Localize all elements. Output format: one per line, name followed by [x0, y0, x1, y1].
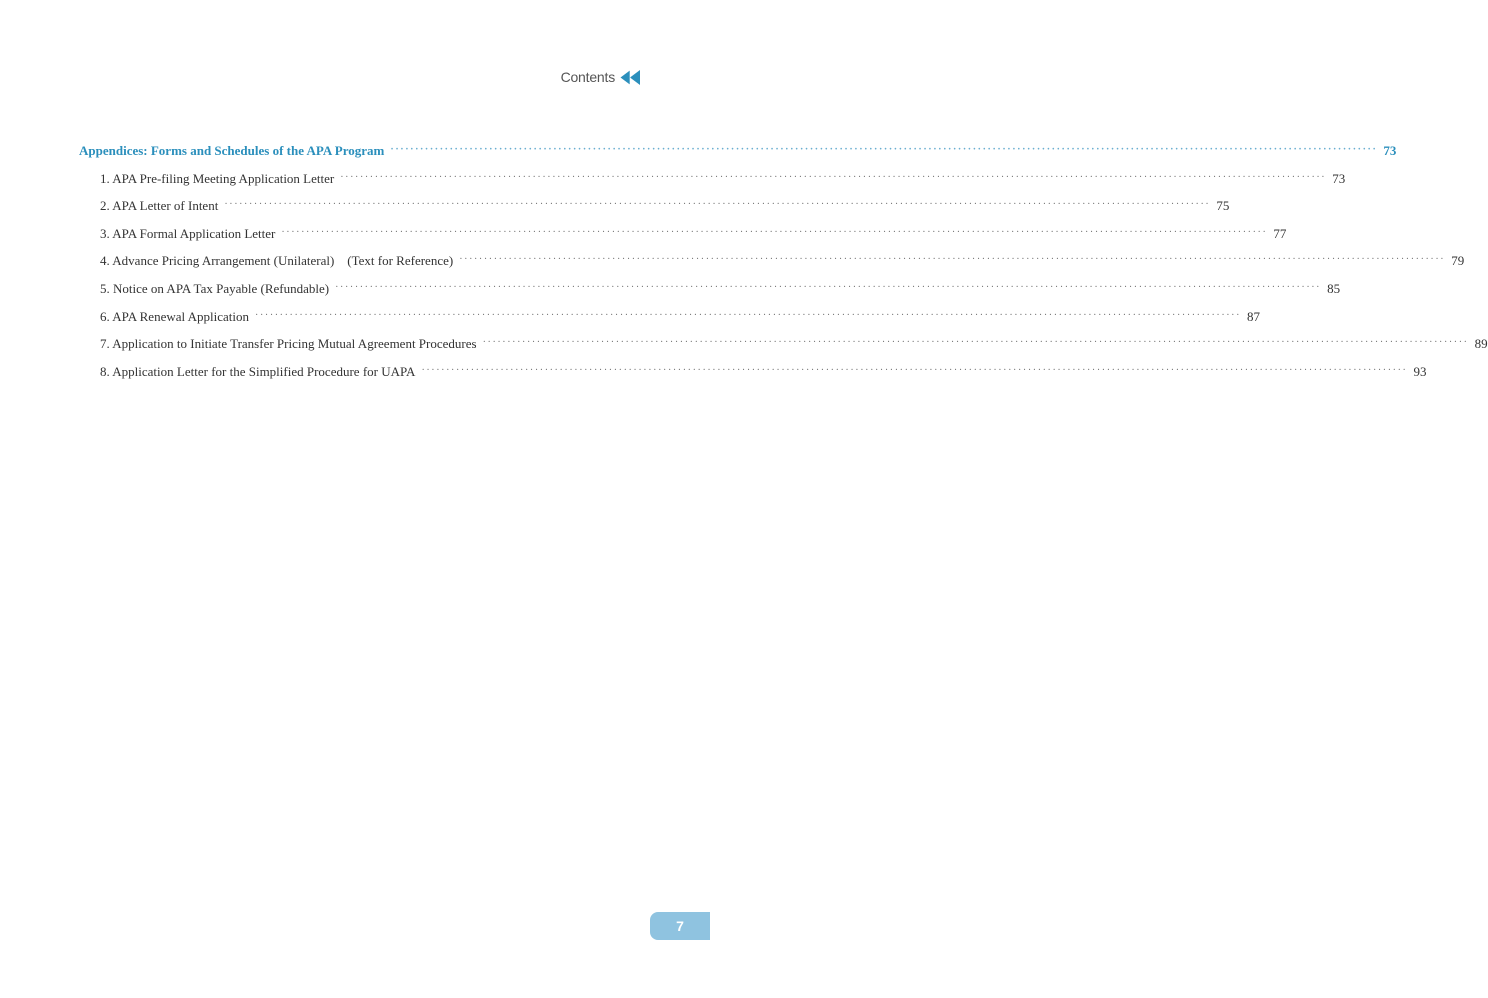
- toc-section-page: 73: [1383, 143, 1397, 158]
- toc-item-label: 2. APA Letter of Intent: [100, 198, 219, 214]
- toc-item[interactable]: [79, 280, 1341, 309]
- toc-leader-dots: ········································································································································································································: [224, 199, 1211, 211]
- toc-item-label: 1. APA Pre-filing Meeting Application Letter: [100, 170, 335, 186]
- toc-item-page: 87: [1247, 308, 1261, 324]
- toc-item[interactable]: [79, 225, 1287, 254]
- toc-item-label: 7. Application to Initiate Transfer Pricing Mutual Agreement Procedures: [100, 336, 477, 352]
- toc-leader-dots: ········································································································································································································: [421, 364, 1408, 376]
- toc-item-label: 6. APA Renewal Application: [100, 308, 250, 324]
- toc-item-page: 93: [1413, 363, 1427, 379]
- page-number: 7: [676, 918, 684, 934]
- toc-leader-dots: ········································································································································································································: [335, 281, 1322, 293]
- toc-item[interactable]: [79, 363, 1427, 392]
- toc-item-page: 89: [1474, 336, 1488, 352]
- toc-item[interactable]: [79, 170, 1346, 199]
- toc-item-label: 4. Advance Pricing Arrangement (Unilateral) (Text for Reference): [100, 253, 454, 269]
- toc-item-label: 3. APA Formal Application Letter: [100, 225, 276, 241]
- toc-item-label: 5. Notice on APA Tax Payable (Refundable): [100, 280, 330, 296]
- toc-leader-dots: ········································································································································································································: [482, 337, 1469, 349]
- toc-item-page: 75: [1216, 198, 1230, 214]
- toc-item-page: 79: [1451, 253, 1465, 269]
- page-number-tab: [650, 912, 710, 940]
- toc-item[interactable]: [79, 308, 1261, 337]
- toc-item-page: 85: [1327, 280, 1341, 296]
- header-title: Contents: [560, 69, 615, 85]
- page-header: [561, 69, 640, 85]
- toc-leader-dots: ········································································································································································································: [459, 254, 1446, 266]
- toc-item[interactable]: [79, 336, 1488, 364]
- toc-item-page: 73: [1332, 170, 1346, 186]
- toc-leader-dots: ········································································································································································································: [390, 144, 1378, 155]
- toc-item[interactable]: [79, 198, 1230, 226]
- toc-leader-dots: ········································································································································································································: [340, 171, 1327, 183]
- toc-item-page: 77: [1273, 225, 1287, 241]
- double-chevron-left-icon: [620, 70, 640, 85]
- toc-leader-dots: ········································································································································································································: [281, 226, 1268, 238]
- toc-leader-dots: ········································································································································································································: [255, 309, 1242, 321]
- toc-section-appendices[interactable]: [79, 143, 1397, 171]
- toc-item-label: 8. Application Letter for the Simplified Procedure for UAPA: [100, 363, 416, 379]
- table-of-contents: [79, 143, 1488, 391]
- toc-section-label: Appendices: Forms and Schedules of the APA Program: [79, 143, 385, 158]
- toc-item[interactable]: [79, 253, 1465, 281]
